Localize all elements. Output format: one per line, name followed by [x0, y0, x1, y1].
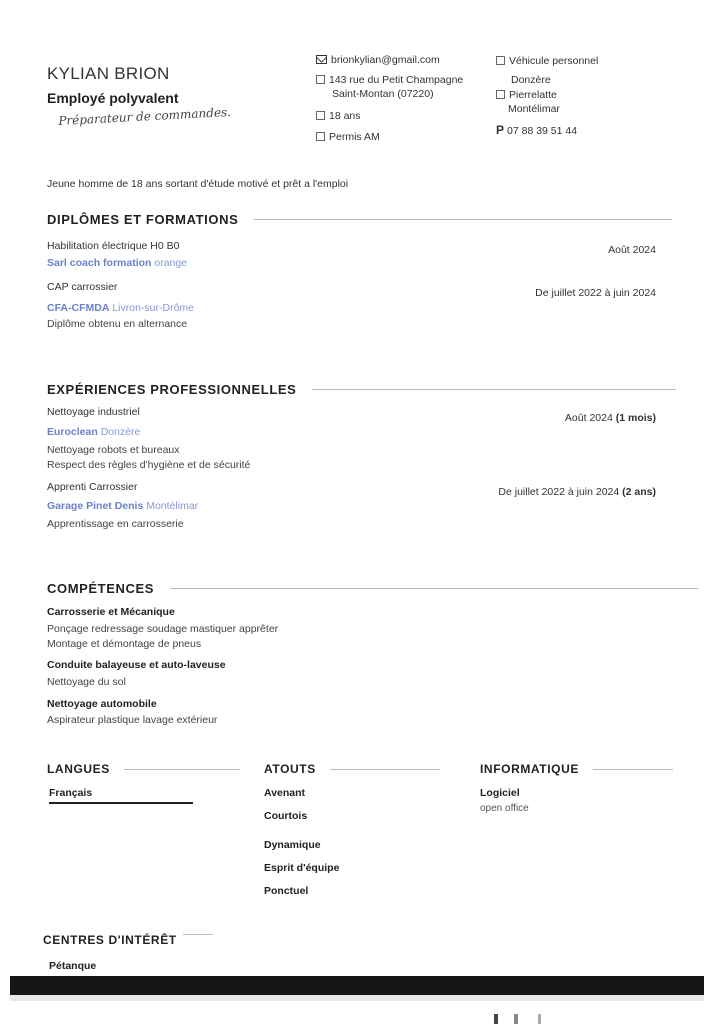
strength-item: Avenant: [264, 787, 306, 799]
experience-item-desc: [47, 443, 250, 473]
phone-icon: P: [496, 123, 505, 137]
interests-title: CENTRES D'INTÉRÊT: [43, 933, 177, 947]
contact-vehicle: [496, 54, 598, 68]
education-item-org: [47, 257, 187, 269]
experience-item-date: [565, 412, 656, 424]
education-heading: [47, 212, 672, 227]
license-text: Permis AM: [329, 131, 380, 143]
address-line2: Saint-Montan (07220): [332, 88, 434, 100]
org-name: CFA-CFMDA: [47, 302, 110, 314]
summary-text: Jeune homme de 18 ans sortant d'étude motivé et prêt a l'emploi: [47, 178, 349, 190]
experience-item-title: Apprenti Carrossier: [47, 481, 138, 493]
skill-title: Nettoyage automobile: [47, 698, 157, 710]
location-2-line1: Pierrelatte: [509, 89, 557, 101]
contact-license: [316, 130, 380, 144]
desc-line: Nettoyage robots et bureaux: [47, 444, 180, 456]
location-1: Donzère: [511, 74, 551, 86]
education-item-org: [47, 302, 194, 314]
date-range: Août 2024: [564, 412, 613, 424]
section-divider: [183, 934, 213, 935]
binder-mark: [514, 1014, 518, 1024]
skills-title: COMPÉTENCES: [47, 581, 155, 596]
org-place: orange: [154, 257, 188, 269]
strength-item: Ponctuel: [264, 885, 309, 897]
mail-icon: [316, 55, 327, 64]
skill-title: Carrosserie et Mécanique: [47, 606, 175, 618]
computing-item-desc: open office: [480, 803, 529, 814]
strength-item: Esprit d'équipe: [264, 862, 340, 874]
location-pin-icon: [496, 90, 505, 99]
org-name: Sarl coach formation: [47, 257, 152, 269]
strengths-title: ATOUTS: [264, 762, 316, 776]
skills-heading: [47, 581, 698, 596]
language-level-bar: [49, 802, 193, 804]
computing-heading: [480, 762, 673, 776]
education-title: DIPLÔMES ET FORMATIONS: [47, 212, 239, 227]
interests-heading: [43, 933, 213, 947]
candidate-name: KYLIAN BRION: [47, 64, 170, 83]
language-item: Français: [49, 787, 93, 799]
section-divider: [254, 219, 672, 220]
strength-item: Courtois: [264, 810, 308, 822]
contact-email: [316, 53, 440, 67]
strength-item: Dynamique: [264, 839, 321, 851]
computing-item-title: Logiciel: [480, 787, 520, 799]
location-icon: [316, 75, 325, 84]
duration: (2 ans): [622, 486, 656, 498]
computing-title: INFORMATIQUE: [480, 762, 579, 776]
binder-mark: [494, 1014, 498, 1024]
skill-desc: Aspirateur plastique lavage extérieur: [47, 714, 218, 726]
contact-location-2: [496, 88, 560, 116]
experience-item-date: [498, 486, 656, 498]
section-divider: [593, 769, 673, 770]
experience-item-desc: Apprentissage en carrosserie: [47, 518, 184, 530]
scan-footer-bar: [10, 976, 704, 995]
desc-line: Montage et démontage de pneus: [47, 638, 202, 650]
skill-title: Conduite balayeuse et auto-laveuse: [47, 659, 226, 671]
languages-heading: [47, 762, 240, 776]
languages-title: LANGUES: [47, 762, 110, 776]
duration: (1 mois): [615, 412, 656, 424]
experience-item-title: Nettoyage industriel: [47, 406, 140, 418]
car-icon: [316, 132, 325, 141]
skill-desc: Nettoyage du sol: [47, 676, 126, 688]
org-place: Donzère: [100, 426, 141, 438]
org-name: Garage Pinet Denis: [47, 500, 144, 512]
section-divider: [124, 769, 240, 770]
section-divider: [170, 588, 698, 589]
vehicle-text: Véhicule personnel: [509, 55, 599, 67]
desc-line: Respect des règles d'hygiène et de sécurité: [47, 459, 251, 471]
address-line1: 143 rue du Petit Champagne: [329, 74, 464, 86]
org-place: Montélimar: [146, 500, 199, 512]
contact-address: [316, 73, 463, 101]
date-range: De juillet 2022 à juin 2024: [498, 486, 620, 498]
contact-phone: [496, 123, 577, 138]
desc-line: Ponçage redressage soudage mastiquer apprêter: [47, 623, 279, 635]
experience-item-org: [47, 500, 198, 512]
education-item-title: CAP carrossier: [47, 281, 118, 293]
handwritten-note: Préparateur de commandes.: [58, 104, 232, 128]
binder-mark: [538, 1014, 541, 1024]
section-divider: [312, 389, 676, 390]
skill-desc: [47, 622, 278, 652]
location-2-line2: Montélimar: [508, 103, 560, 115]
org-place: Livron-sur-Drôme: [112, 302, 195, 314]
section-divider: [330, 769, 440, 770]
education-item-title: Habilitation électrique H0 B0: [47, 240, 180, 252]
vehicle-icon: [496, 56, 505, 65]
job-title: Employé polyvalent: [47, 90, 179, 106]
interest-item: Pétanque: [49, 960, 97, 972]
education-item-date: Août 2024: [608, 244, 656, 256]
phone-text: 07 88 39 51 44: [507, 125, 578, 137]
experience-item-org: [47, 426, 140, 438]
education-item-date: De juillet 2022 à juin 2024: [535, 287, 656, 299]
age-text: 18 ans: [329, 110, 361, 122]
education-item-desc: Diplôme obtenu en alternance: [47, 318, 188, 330]
org-name: Euroclean: [47, 426, 98, 438]
experience-heading: [47, 382, 676, 397]
email-text: brionkylian@gmail.com: [331, 54, 440, 66]
contact-age: [316, 109, 361, 123]
experience-title: EXPÉRIENCES PROFESSIONNELLES: [47, 382, 297, 397]
calendar-icon: [316, 111, 325, 120]
scan-footer-strip: [10, 995, 704, 1001]
strengths-heading: [264, 762, 440, 776]
